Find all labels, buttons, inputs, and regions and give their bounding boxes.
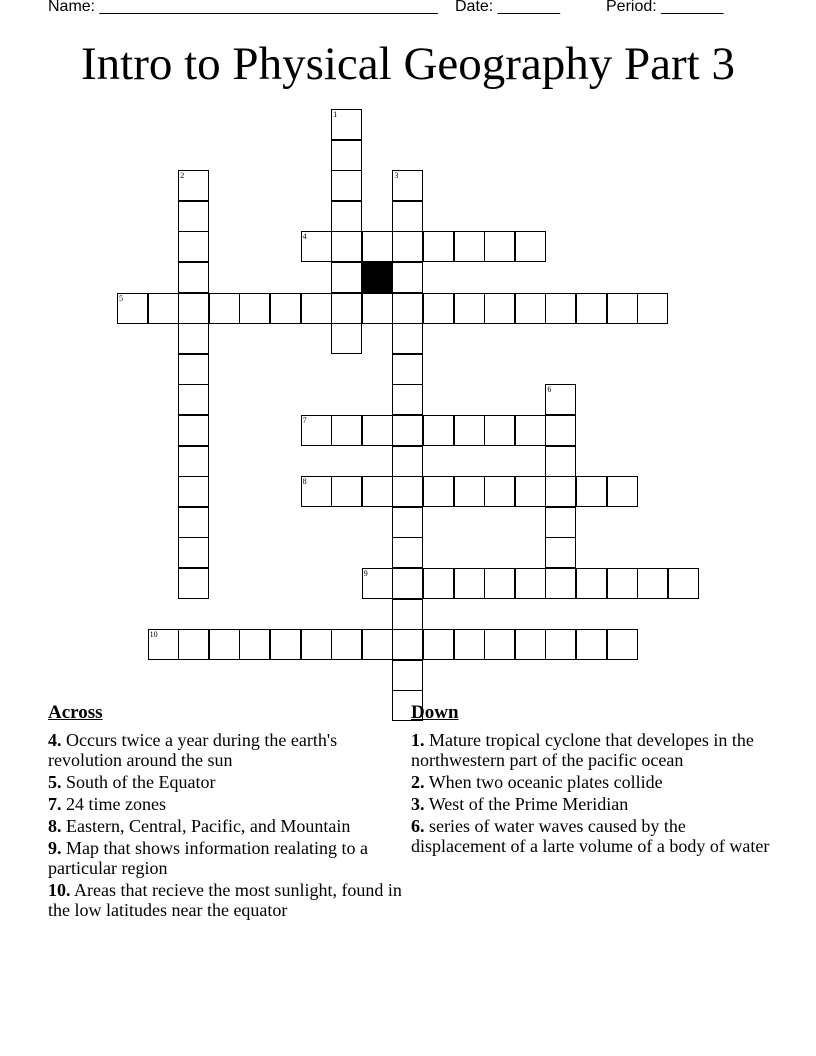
crossword-cell[interactable] bbox=[545, 415, 576, 446]
crossword-cell[interactable] bbox=[331, 109, 362, 140]
crossword-cell[interactable] bbox=[392, 201, 423, 232]
crossword-cell[interactable] bbox=[392, 384, 423, 415]
crossword-cell[interactable] bbox=[423, 231, 454, 262]
date-field[interactable]: Date: _______ bbox=[455, 0, 560, 15]
clue-across-8: 8. Eastern, Central, Pacific, and Mountain bbox=[48, 816, 351, 836]
crossword-cell[interactable] bbox=[392, 415, 423, 446]
period-field[interactable]: Period: _______ bbox=[606, 0, 724, 15]
crossword-cell[interactable] bbox=[392, 170, 423, 201]
crossword-cell[interactable] bbox=[545, 568, 576, 599]
crossword-cell[interactable] bbox=[178, 507, 209, 538]
crossword-cell[interactable] bbox=[148, 293, 179, 324]
clue-across-7: 7. 24 time zones bbox=[48, 794, 166, 814]
crossword-cell[interactable] bbox=[331, 323, 362, 354]
clue-across-5: 5. South of the Equator bbox=[48, 772, 216, 792]
name-field[interactable]: Name: ______________________________________ bbox=[48, 0, 438, 15]
crossword-cell[interactable] bbox=[484, 629, 515, 660]
crossword-cell[interactable] bbox=[362, 231, 393, 262]
clue-number: 1 bbox=[333, 110, 338, 119]
crossword-cell[interactable] bbox=[331, 629, 362, 660]
crossword-cell[interactable] bbox=[423, 629, 454, 660]
crossword-cell[interactable] bbox=[454, 629, 485, 660]
crossword-cell[interactable] bbox=[362, 568, 393, 599]
crossword-cell[interactable] bbox=[545, 476, 576, 507]
crossword-cell[interactable] bbox=[607, 293, 638, 324]
clue-down-6: 6. series of water waves caused by the displacement of a larte volume of a body of water bbox=[411, 816, 770, 856]
crossword-cell[interactable] bbox=[607, 568, 638, 599]
across-heading: Across bbox=[48, 702, 103, 723]
crossword-cell[interactable] bbox=[239, 293, 270, 324]
crossword-cell[interactable] bbox=[392, 231, 423, 262]
crossword-cell[interactable] bbox=[270, 293, 301, 324]
crossword-cell[interactable] bbox=[668, 568, 699, 599]
down-clues bbox=[411, 702, 771, 858]
crossword-cell[interactable] bbox=[545, 537, 576, 568]
crossword-cell[interactable] bbox=[545, 293, 576, 324]
crossword-cell[interactable] bbox=[117, 293, 148, 324]
crossword-cell[interactable] bbox=[301, 476, 332, 507]
clue-number: 6 bbox=[547, 385, 552, 395]
crossword-cell[interactable] bbox=[484, 568, 515, 599]
crossword-cell[interactable] bbox=[545, 507, 576, 538]
crossword-cell[interactable] bbox=[178, 476, 209, 507]
crossword-cell[interactable] bbox=[515, 629, 546, 660]
clue-number: 2 bbox=[180, 171, 185, 181]
crossword-cell[interactable] bbox=[178, 293, 209, 324]
crossword-cell[interactable] bbox=[576, 476, 607, 507]
crossword-cell[interactable] bbox=[362, 415, 393, 446]
across-clues bbox=[48, 702, 408, 922]
clue-number: 9 bbox=[363, 569, 368, 578]
crossword-cell[interactable] bbox=[392, 660, 423, 691]
crossword-cell[interactable] bbox=[392, 354, 423, 385]
crossword-cell[interactable] bbox=[301, 231, 332, 262]
crossword-cell[interactable] bbox=[392, 537, 423, 568]
crossword-cell[interactable] bbox=[515, 293, 546, 324]
crossword-cell[interactable] bbox=[331, 476, 362, 507]
crossword-cell[interactable] bbox=[607, 629, 638, 660]
crossword-cell[interactable] bbox=[454, 231, 485, 262]
crossword-cell[interactable] bbox=[178, 170, 209, 201]
crossword-cell[interactable] bbox=[637, 293, 668, 324]
crossword-cell[interactable] bbox=[301, 415, 332, 446]
crossword-cell[interactable] bbox=[392, 507, 423, 538]
clue-across-10: 10. Areas that recieve the most sunlight, found in the low latitudes near the equator bbox=[48, 880, 402, 920]
crossword-cell[interactable] bbox=[331, 170, 362, 201]
crossword-cell[interactable] bbox=[178, 231, 209, 262]
crossword-cell[interactable] bbox=[576, 293, 607, 324]
crossword-cell[interactable] bbox=[545, 446, 576, 477]
crossword-cell[interactable] bbox=[637, 568, 668, 599]
crossword-cell[interactable] bbox=[423, 568, 454, 599]
clue-number: 7 bbox=[302, 416, 307, 425]
crossword-cell[interactable] bbox=[454, 476, 485, 507]
crossword-cell[interactable] bbox=[178, 537, 209, 568]
crossword-cell[interactable] bbox=[454, 293, 485, 324]
crossword-cell[interactable] bbox=[301, 629, 332, 660]
crossword-cell[interactable] bbox=[270, 629, 301, 660]
crossword-cell[interactable] bbox=[484, 231, 515, 262]
crossword-cell[interactable] bbox=[454, 415, 485, 446]
crossword-cell[interactable] bbox=[239, 629, 270, 660]
crossword-cell[interactable] bbox=[576, 629, 607, 660]
crossword-cell[interactable] bbox=[423, 293, 454, 324]
crossword-cell[interactable] bbox=[301, 293, 332, 324]
crossword-cell[interactable] bbox=[331, 140, 362, 171]
clue-number: 3 bbox=[394, 171, 399, 181]
crossword-cell[interactable] bbox=[209, 293, 240, 324]
crossword-cell[interactable] bbox=[178, 262, 209, 293]
blocked-cell bbox=[362, 262, 393, 293]
crossword-cell[interactable] bbox=[392, 476, 423, 507]
crossword-cell[interactable] bbox=[362, 629, 393, 660]
crossword-cell[interactable] bbox=[454, 568, 485, 599]
crossword-cell[interactable] bbox=[362, 476, 393, 507]
crossword-cell[interactable] bbox=[209, 629, 240, 660]
crossword-cell[interactable] bbox=[515, 415, 546, 446]
clue-number: 5 bbox=[119, 293, 123, 303]
crossword-cell[interactable] bbox=[331, 201, 362, 232]
page-title: Intro to Physical Geography Part 3 bbox=[81, 38, 735, 90]
clue-down-2: 2. When two oceanic plates collide bbox=[411, 772, 663, 792]
crossword-cell[interactable] bbox=[331, 231, 362, 262]
crossword-cell[interactable] bbox=[392, 568, 423, 599]
clue-number: 10 bbox=[149, 630, 158, 640]
crossword-cell[interactable] bbox=[484, 476, 515, 507]
crossword-cell[interactable] bbox=[515, 231, 546, 262]
crossword-cell[interactable] bbox=[178, 415, 209, 446]
clue-across-4: 4. Occurs twice a year during the earth's revolution around the sun bbox=[48, 730, 338, 770]
clue-number: 8 bbox=[302, 477, 307, 487]
crossword-cell[interactable] bbox=[178, 446, 209, 477]
down-heading: Down bbox=[411, 702, 459, 723]
crossword-cell[interactable] bbox=[178, 201, 209, 232]
crossword-cell[interactable] bbox=[392, 262, 423, 293]
crossword-cell[interactable] bbox=[545, 384, 576, 415]
crossword-cell[interactable] bbox=[148, 629, 179, 660]
clue-number: 4 bbox=[302, 232, 307, 242]
crossword-cell[interactable] bbox=[331, 262, 362, 293]
crossword-cell[interactable] bbox=[576, 568, 607, 599]
clue-down-3: 3. West of the Prime Meridian bbox=[411, 794, 629, 814]
crossword-cell[interactable] bbox=[515, 476, 546, 507]
crossword-cell[interactable] bbox=[545, 629, 576, 660]
crossword-cell[interactable] bbox=[178, 384, 209, 415]
crossword-cell[interactable] bbox=[392, 629, 423, 660]
crossword-cell[interactable] bbox=[392, 293, 423, 324]
crossword-cell[interactable] bbox=[178, 354, 209, 385]
clue-across-9: 9. Map that shows information realating to a particular region bbox=[48, 838, 368, 878]
crossword-cell[interactable] bbox=[484, 293, 515, 324]
crossword-cell[interactable] bbox=[515, 568, 546, 599]
crossword-cell[interactable] bbox=[178, 568, 209, 599]
crossword-cell[interactable] bbox=[331, 415, 362, 446]
crossword-cell[interactable] bbox=[331, 293, 362, 324]
crossword-cell[interactable] bbox=[392, 599, 423, 630]
crossword-cell[interactable] bbox=[178, 323, 209, 354]
crossword-cell[interactable] bbox=[178, 629, 209, 660]
crossword-cell[interactable] bbox=[392, 323, 423, 354]
crossword-cell[interactable] bbox=[392, 446, 423, 477]
crossword-cell[interactable] bbox=[607, 476, 638, 507]
clue-down-1: 1. Mature tropical cyclone that developes in the northwestern part of the pacific ocean bbox=[411, 730, 754, 770]
crossword-cell[interactable] bbox=[362, 293, 393, 324]
crossword-cell[interactable] bbox=[423, 476, 454, 507]
crossword-cell[interactable] bbox=[423, 415, 454, 446]
crossword-cell[interactable] bbox=[484, 415, 515, 446]
